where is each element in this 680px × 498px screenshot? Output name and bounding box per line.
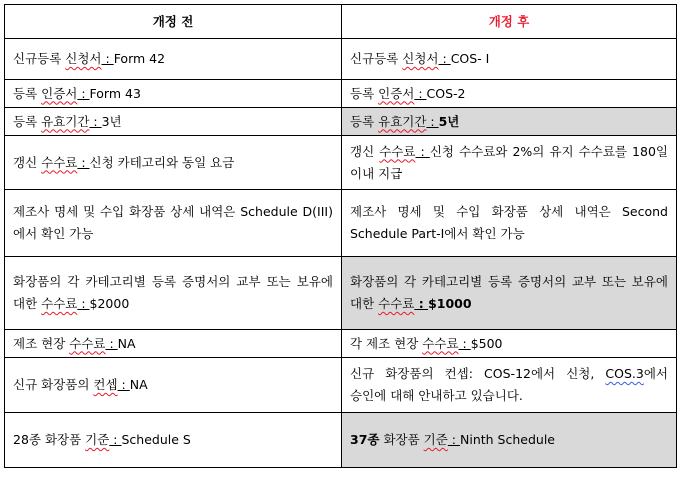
- cell-before: 신규 화장품의 컨셉 : NA: [5, 358, 342, 413]
- term: 수수료: [41, 154, 78, 170]
- term: 수수료: [378, 296, 415, 311]
- term: 인증서: [41, 85, 78, 101]
- cell-before: 제조사 명세 및 수입 화장품 상세 내역은 Schedule D(III)에서 확인 가능: [5, 190, 342, 257]
- cell-after: 제조사 명세 및 수입 화장품 상세 내역은 Second Schedule Part-I에서 확인 가능: [342, 190, 677, 257]
- term: 기준: [423, 432, 448, 447]
- cell-after: 신규 화장품의 컨셉: COS-12에서 신청, COS.3에서 승인에 대해 안내하고 있습니다.: [342, 358, 677, 413]
- term: 기준: [85, 432, 110, 447]
- cell-after: 각 제조 현장 수수료 : $500: [342, 330, 677, 358]
- cell-after: 화장품의 각 카테고리별 등록 증명서의 교부 또는 보유에 대한 수수료 : $1000: [342, 257, 677, 330]
- cell-after: 신규등록 신청서 : COS- I: [342, 39, 677, 80]
- cell-before: 등록 인증서 : Form 43: [5, 80, 342, 108]
- column-header-before: 개정 전: [5, 5, 342, 39]
- table-row: [5, 80, 677, 108]
- table-row: [5, 190, 677, 257]
- column-header-after: 개정 후: [342, 5, 677, 39]
- table-row: [5, 257, 677, 330]
- cell-after: 갱신 수수료 : 신청 수수료와 2%의 유지 수수료를 180일 이내 지급: [342, 136, 677, 190]
- term: 수수료: [41, 296, 78, 311]
- term: 유효기간: [41, 113, 90, 129]
- term: 컨셉: [93, 377, 118, 392]
- comparison-table: [4, 4, 677, 468]
- cell-before: 28종 화장품 기준 : Schedule S: [5, 413, 342, 468]
- table-row: [5, 358, 677, 413]
- cell-before: 제조 현장 수수료 : NA: [5, 330, 342, 358]
- table-row: [5, 108, 677, 136]
- cell-after: 등록 인증서 : COS-2: [342, 80, 677, 108]
- term: 수수료: [422, 335, 459, 351]
- cell-before: 화장품의 각 카테고리별 등록 증명서의 교부 또는 보유에 대한 수수료 : $2000: [5, 257, 342, 330]
- term: 인증서: [378, 85, 415, 101]
- term: COS.3: [605, 366, 644, 381]
- term: 수수료: [379, 143, 416, 159]
- table-row: [5, 330, 677, 358]
- cell-before: 갱신 수수료 : 신청 카테고리와 동일 요금: [5, 136, 342, 190]
- cell-before: 신규등록 신청서 : Form 42: [5, 39, 342, 80]
- term: 유효기간: [378, 113, 427, 129]
- table-row: [5, 39, 677, 80]
- term: 신청서: [65, 51, 102, 66]
- term: 수수료: [69, 335, 106, 351]
- term: 신청서: [402, 51, 439, 66]
- cell-before: 등록 유효기간 : 3년: [5, 108, 342, 136]
- table-row: [5, 136, 677, 190]
- table-row: [5, 413, 677, 468]
- header-row: [5, 5, 677, 39]
- cell-after: 등록 유효기간 : 5년: [342, 108, 677, 136]
- cell-after: 37종 화장품 기준 : Ninth Schedule: [342, 413, 677, 468]
